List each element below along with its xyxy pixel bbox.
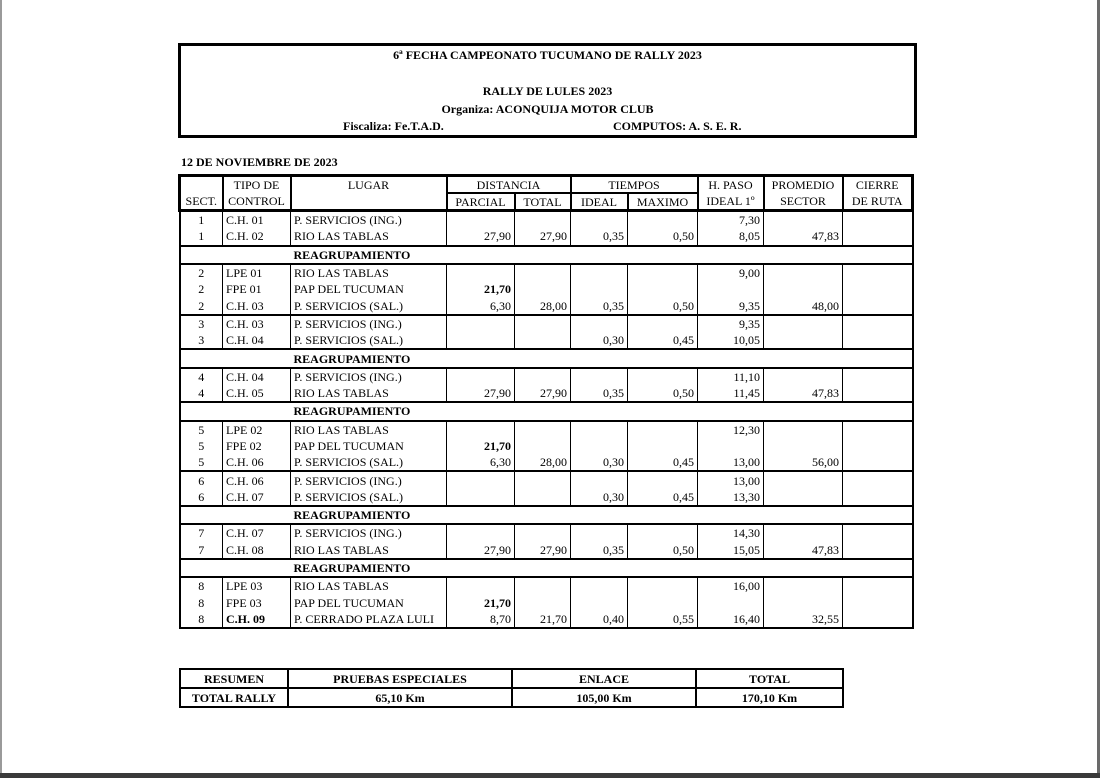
cell-parcial: 21,70 xyxy=(447,281,515,297)
regroup-row xyxy=(180,506,913,524)
regroup-spacer xyxy=(180,246,291,264)
cell-lugar: P. SERVICIOS (ING.) xyxy=(291,315,447,332)
cell-cierre xyxy=(843,489,913,506)
cell-promedio xyxy=(764,281,843,297)
cell-cierre xyxy=(843,421,913,438)
cell-maximo xyxy=(628,264,698,281)
table-row xyxy=(180,489,913,506)
cell-control: C.H. 05 xyxy=(223,385,291,402)
cell-sect: 8 xyxy=(180,595,223,611)
cell-hpaso: 10,05 xyxy=(698,332,764,349)
cell-maximo xyxy=(628,315,698,332)
header-hpaso: H. PASO xyxy=(698,176,764,194)
regroup-label: REAGRUPAMIENTO xyxy=(293,247,411,262)
cell-lugar: P. CERRADO PLAZA LULI xyxy=(291,611,447,628)
cell-hpaso: 13,30 xyxy=(698,489,764,506)
cell-lugar: RIO LAS TABLAS xyxy=(291,421,447,438)
cell-lugar: RIO LAS TABLAS xyxy=(291,577,447,594)
cell-parcial xyxy=(447,332,515,349)
table-row xyxy=(180,421,913,438)
cell-control: C.H. 06 xyxy=(223,454,291,471)
cell-parcial xyxy=(447,577,515,594)
cell-ideal xyxy=(571,315,628,332)
cell-hpaso: 16,00 xyxy=(698,577,764,594)
table-row xyxy=(180,332,913,349)
cell-cierre xyxy=(843,438,913,454)
cell-sect: 8 xyxy=(180,611,223,628)
cell-lugar: P. SERVICIOS (SAL.) xyxy=(291,489,447,506)
cell-maximo xyxy=(628,524,698,541)
cell-control: LPE 01 xyxy=(223,264,291,281)
cell-cierre xyxy=(843,281,913,297)
cell-sect: 3 xyxy=(180,315,223,332)
table-row xyxy=(180,297,913,314)
cell-hpaso: 9,35 xyxy=(698,297,764,314)
header-ideal-1: IDEAL 1º xyxy=(698,193,764,211)
cell-parcial xyxy=(447,489,515,506)
itinerary-table xyxy=(178,174,914,629)
cell-control: C.H. 04 xyxy=(223,332,291,349)
cell-total xyxy=(515,421,571,438)
cell-sect: 2 xyxy=(180,281,223,297)
header-sector: SECTOR xyxy=(764,193,843,211)
header-sect-top xyxy=(180,176,223,194)
cell-parcial: 21,70 xyxy=(447,595,515,611)
header-parcial: PARCIAL xyxy=(447,193,515,211)
cell-total: 21,70 xyxy=(515,611,571,628)
cell-ideal: 0,35 xyxy=(571,228,628,245)
cell-promedio: 47,83 xyxy=(764,542,843,559)
cell-parcial: 27,90 xyxy=(447,228,515,245)
cell-ideal: 0,35 xyxy=(571,385,628,402)
cell-ideal: 0,30 xyxy=(571,454,628,471)
cell-parcial: 8,70 xyxy=(447,611,515,628)
cell-cierre xyxy=(843,368,913,385)
regroup-spacer xyxy=(180,402,291,420)
regroup-end xyxy=(843,349,913,367)
cell-hpaso: 13,00 xyxy=(698,471,764,488)
cell-total xyxy=(515,595,571,611)
title-box xyxy=(178,43,917,138)
table-row xyxy=(180,611,913,628)
summary-pe-label: PRUEBAS ESPECIALES xyxy=(288,669,512,688)
cell-hpaso: 13,00 xyxy=(698,454,764,471)
cell-total xyxy=(515,471,571,488)
header-sect: SECT. xyxy=(180,193,223,211)
cell-maximo xyxy=(628,281,698,297)
cell-lugar: RIO LAS TABLAS xyxy=(291,542,447,559)
event-title: RALLY DE LULES 2023 xyxy=(482,84,613,98)
cell-promedio: 56,00 xyxy=(764,454,843,471)
cell-maximo: 0,55 xyxy=(628,611,698,628)
cell-promedio xyxy=(764,489,843,506)
viewer-left-edge xyxy=(0,0,2,778)
cell-ideal xyxy=(571,264,628,281)
viewer-bottom-edge xyxy=(0,773,1100,778)
table-row xyxy=(180,577,913,594)
regroup-spacer xyxy=(180,506,291,524)
cell-total xyxy=(515,315,571,332)
cell-promedio xyxy=(764,471,843,488)
cell-sect: 1 xyxy=(180,228,223,245)
cell-ideal xyxy=(571,524,628,541)
cell-sect: 2 xyxy=(180,264,223,281)
cell-control: C.H. 09 xyxy=(223,611,291,628)
cell-maximo xyxy=(628,595,698,611)
cell-total: 27,90 xyxy=(515,542,571,559)
table-row xyxy=(180,368,913,385)
regroup-end xyxy=(843,559,913,577)
table-row xyxy=(180,524,913,541)
cell-parcial: 6,30 xyxy=(447,297,515,314)
championship-title: 6ª FECHA CAMPEONATO TUCUMANO DE RALLY 2023 xyxy=(393,48,702,62)
header-total: TOTAL xyxy=(515,193,571,211)
cell-promedio xyxy=(764,524,843,541)
summary-total-rally: TOTAL RALLY xyxy=(180,688,288,707)
cell-cierre xyxy=(843,454,913,471)
cell-total xyxy=(515,368,571,385)
header-ideal: IDEAL xyxy=(571,193,628,211)
cell-hpaso: 16,40 xyxy=(698,611,764,628)
header-tiempos: TIEMPOS xyxy=(571,176,698,194)
cell-ideal: 0,35 xyxy=(571,297,628,314)
cell-total xyxy=(515,332,571,349)
cell-maximo xyxy=(628,577,698,594)
header-cierre: CIERRE xyxy=(843,176,913,194)
cell-control: C.H. 01 xyxy=(223,211,291,229)
cell-lugar: RIO LAS TABLAS xyxy=(291,228,447,245)
cell-ideal: 0,30 xyxy=(571,489,628,506)
cell-control: C.H. 08 xyxy=(223,542,291,559)
cell-ideal xyxy=(571,577,628,594)
summary-total-value: 170,10 Km xyxy=(696,688,843,707)
summary-table xyxy=(179,668,844,708)
table-row xyxy=(180,595,913,611)
cell-lugar: PAP DEL TUCUMAN xyxy=(291,438,447,454)
cell-maximo: 0,45 xyxy=(628,489,698,506)
cell-promedio: 48,00 xyxy=(764,297,843,314)
cell-sect: 5 xyxy=(180,454,223,471)
summary-pe-value: 65,10 Km xyxy=(288,688,512,707)
cell-control: C.H. 02 xyxy=(223,228,291,245)
cell-lugar: P. SERVICIOS (ING.) xyxy=(291,368,447,385)
cell-sect: 6 xyxy=(180,471,223,488)
cell-promedio xyxy=(764,315,843,332)
cell-control: FPE 03 xyxy=(223,595,291,611)
cell-ideal xyxy=(571,421,628,438)
cell-sect: 1 xyxy=(180,211,223,229)
cell-maximo xyxy=(628,471,698,488)
header-promedio: PROMEDIO xyxy=(764,176,843,194)
cell-control: FPE 02 xyxy=(223,438,291,454)
cell-hpaso: 9,00 xyxy=(698,264,764,281)
cell-cierre xyxy=(843,611,913,628)
cell-cierre xyxy=(843,595,913,611)
cell-ideal: 0,30 xyxy=(571,332,628,349)
cell-parcial: 6,30 xyxy=(447,454,515,471)
cell-control: C.H. 07 xyxy=(223,489,291,506)
cell-promedio xyxy=(764,264,843,281)
cell-promedio xyxy=(764,211,843,229)
table-row xyxy=(180,385,913,402)
cell-control: C.H. 03 xyxy=(223,297,291,314)
cell-control: C.H. 03 xyxy=(223,315,291,332)
regroup-label: REAGRUPAMIENTO xyxy=(293,508,411,523)
cell-lugar: RIO LAS TABLAS xyxy=(291,264,447,281)
header-distancia: DISTANCIA xyxy=(447,176,571,194)
cell-total xyxy=(515,577,571,594)
table-row xyxy=(180,438,913,454)
cell-ideal xyxy=(571,281,628,297)
cell-lugar: P. SERVICIOS (ING.) xyxy=(291,524,447,541)
cell-total xyxy=(515,524,571,541)
regroup-row xyxy=(180,246,913,264)
cell-maximo xyxy=(628,211,698,229)
header-maximo: MAXIMO xyxy=(628,193,698,211)
cell-lugar: P. SERVICIOS (SAL.) xyxy=(291,332,447,349)
cell-maximo: 0,50 xyxy=(628,385,698,402)
table-row xyxy=(180,228,913,245)
summary-resumen: RESUMEN xyxy=(180,669,288,688)
cell-ideal: 0,35 xyxy=(571,542,628,559)
regroup-spacer xyxy=(180,349,291,367)
summary-total-label: TOTAL xyxy=(696,669,843,688)
cell-maximo: 0,50 xyxy=(628,297,698,314)
table-row xyxy=(180,281,913,297)
regroup-row xyxy=(180,349,913,367)
cell-control: LPE 02 xyxy=(223,421,291,438)
cell-lugar: RIO LAS TABLAS xyxy=(291,385,447,402)
cell-total xyxy=(515,489,571,506)
cell-hpaso: 9,35 xyxy=(698,315,764,332)
cell-parcial xyxy=(447,524,515,541)
cell-parcial: 27,90 xyxy=(447,385,515,402)
cell-total xyxy=(515,438,571,454)
summary-enlace-label: ENLACE xyxy=(512,669,696,688)
cell-promedio xyxy=(764,368,843,385)
cell-cierre xyxy=(843,542,913,559)
cell-parcial xyxy=(447,264,515,281)
cell-parcial xyxy=(447,368,515,385)
cell-hpaso xyxy=(698,281,764,297)
header-lugar-bottom xyxy=(291,193,447,211)
cell-cierre xyxy=(843,524,913,541)
cell-promedio: 47,83 xyxy=(764,385,843,402)
cell-control: C.H. 06 xyxy=(223,471,291,488)
cell-promedio: 32,55 xyxy=(764,611,843,628)
cell-parcial: 27,90 xyxy=(447,542,515,559)
cell-maximo: 0,50 xyxy=(628,228,698,245)
table-row xyxy=(180,211,913,229)
cell-ideal xyxy=(571,595,628,611)
cell-cierre xyxy=(843,264,913,281)
cell-control: C.H. 04 xyxy=(223,368,291,385)
regroup-end xyxy=(843,402,913,420)
cell-parcial xyxy=(447,471,515,488)
header-de-ruta: DE RUTA xyxy=(843,193,913,211)
cell-total xyxy=(515,264,571,281)
regroup-end xyxy=(843,246,913,264)
cell-control: LPE 03 xyxy=(223,577,291,594)
cell-promedio xyxy=(764,438,843,454)
cell-hpaso: 11,45 xyxy=(698,385,764,402)
table-row xyxy=(180,454,913,471)
cell-parcial xyxy=(447,211,515,229)
organizer-line: Organiza: ACONQUIJA MOTOR CLUB xyxy=(441,102,654,116)
cell-lugar: P. SERVICIOS (ING.) xyxy=(291,471,447,488)
cell-promedio xyxy=(764,577,843,594)
cell-total: 28,00 xyxy=(515,454,571,471)
cell-hpaso: 14,30 xyxy=(698,524,764,541)
cell-parcial: 21,70 xyxy=(447,438,515,454)
cell-maximo xyxy=(628,421,698,438)
cell-sect: 7 xyxy=(180,542,223,559)
cell-control: C.H. 07 xyxy=(223,524,291,541)
table-row xyxy=(180,264,913,281)
header-control: CONTROL xyxy=(223,193,291,211)
cell-lugar: P. SERVICIOS (ING.) xyxy=(291,211,447,229)
cell-promedio: 47,83 xyxy=(764,228,843,245)
cell-total xyxy=(515,211,571,229)
regroup-spacer xyxy=(180,559,291,577)
cell-sect: 5 xyxy=(180,438,223,454)
cell-hpaso xyxy=(698,438,764,454)
cell-total: 27,90 xyxy=(515,385,571,402)
cell-cierre xyxy=(843,471,913,488)
cell-maximo: 0,45 xyxy=(628,332,698,349)
cell-cierre xyxy=(843,228,913,245)
cell-cierre xyxy=(843,297,913,314)
cell-cierre xyxy=(843,211,913,229)
cell-ideal xyxy=(571,368,628,385)
cell-cierre xyxy=(843,577,913,594)
cell-sect: 8 xyxy=(180,577,223,594)
cell-cierre xyxy=(843,332,913,349)
cell-total: 27,90 xyxy=(515,228,571,245)
timing-line: COMPUTOS: A. S. E. R. xyxy=(613,119,742,133)
table-row xyxy=(180,542,913,559)
regroup-row xyxy=(180,402,913,420)
cell-lugar: PAP DEL TUCUMAN xyxy=(291,595,447,611)
cell-sect: 4 xyxy=(180,385,223,402)
cell-hpaso: 12,30 xyxy=(698,421,764,438)
cell-promedio xyxy=(764,595,843,611)
event-date: 12 DE NOVIEMBRE DE 2023 xyxy=(181,155,338,169)
cell-maximo xyxy=(628,438,698,454)
cell-parcial xyxy=(447,315,515,332)
cell-ideal xyxy=(571,471,628,488)
cell-maximo: 0,45 xyxy=(628,454,698,471)
regroup-end xyxy=(843,506,913,524)
cell-sect: 2 xyxy=(180,297,223,314)
cell-ideal xyxy=(571,438,628,454)
regroup-label: REAGRUPAMIENTO xyxy=(293,561,411,576)
cell-cierre xyxy=(843,315,913,332)
cell-hpaso: 7,30 xyxy=(698,211,764,229)
cell-lugar: P. SERVICIOS (SAL.) xyxy=(291,297,447,314)
supervisor-line: Fiscaliza: Fe.T.A.D. xyxy=(343,119,444,133)
cell-hpaso xyxy=(698,595,764,611)
cell-cierre xyxy=(843,385,913,402)
table-row xyxy=(180,471,913,488)
cell-total xyxy=(515,281,571,297)
cell-lugar: PAP DEL TUCUMAN xyxy=(291,281,447,297)
cell-sect: 4 xyxy=(180,368,223,385)
cell-sect: 6 xyxy=(180,489,223,506)
cell-sect: 7 xyxy=(180,524,223,541)
cell-hpaso: 11,10 xyxy=(698,368,764,385)
regroup-label: REAGRUPAMIENTO xyxy=(293,404,411,419)
cell-ideal: 0,40 xyxy=(571,611,628,628)
cell-lugar: P. SERVICIOS (SAL.) xyxy=(291,454,447,471)
summary-enlace-value: 105,00 Km xyxy=(512,688,696,707)
cell-parcial xyxy=(447,421,515,438)
regroup-row xyxy=(180,559,913,577)
cell-sect: 3 xyxy=(180,332,223,349)
cell-ideal xyxy=(571,211,628,229)
cell-promedio xyxy=(764,421,843,438)
cell-promedio xyxy=(764,332,843,349)
header-lugar: LUGAR xyxy=(291,176,447,194)
cell-total: 28,00 xyxy=(515,297,571,314)
cell-sect: 5 xyxy=(180,421,223,438)
table-row xyxy=(180,315,913,332)
cell-maximo xyxy=(628,368,698,385)
cell-hpaso: 8,05 xyxy=(698,228,764,245)
cell-control: FPE 01 xyxy=(223,281,291,297)
header-tipo: TIPO DE xyxy=(223,176,291,194)
cell-maximo: 0,50 xyxy=(628,542,698,559)
regroup-label: REAGRUPAMIENTO xyxy=(293,351,411,366)
cell-hpaso: 15,05 xyxy=(698,542,764,559)
